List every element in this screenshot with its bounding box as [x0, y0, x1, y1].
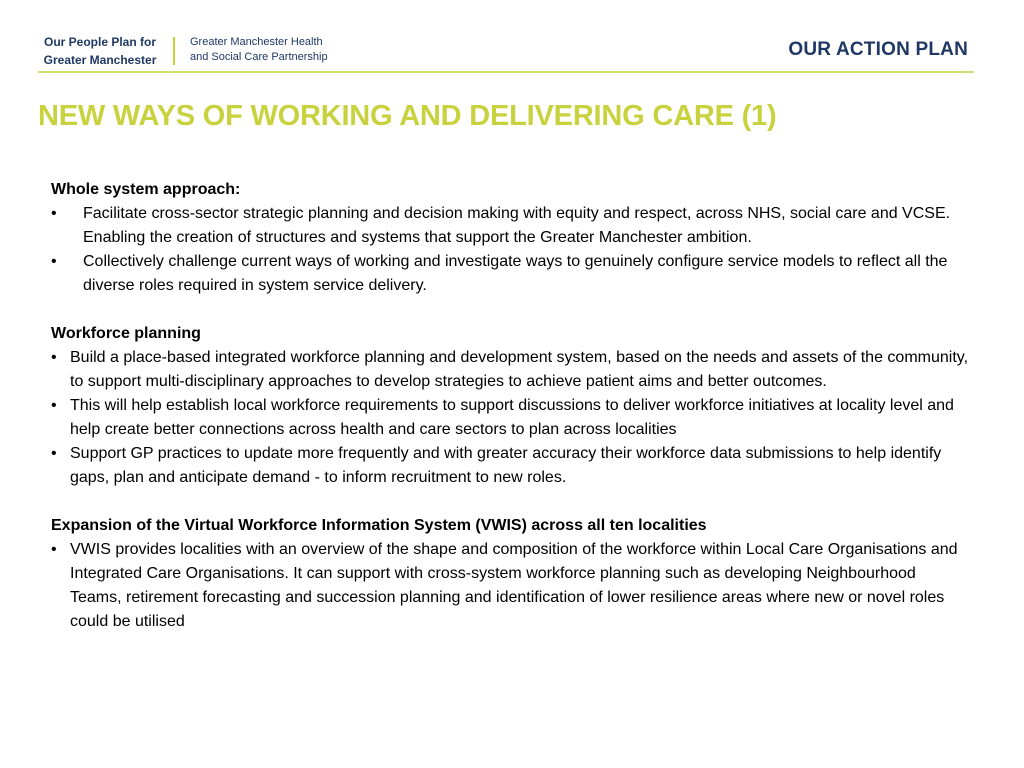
section-heading: Whole system approach: — [51, 181, 241, 198]
list-item-text: This will help establish local workforce requirements to support discussions to deliver workforce initiatives at locality level and help create better connections across health and care sectors to plan across localities — [70, 397, 954, 438]
section-heading: Expansion of the Virtual Workforce Information System (VWIS) across all ten localities — [51, 517, 707, 534]
list-item — [51, 538, 971, 634]
partnership-logo — [190, 35, 328, 65]
partner-line-2: and Social Care Partnership — [190, 51, 328, 63]
list-item — [51, 250, 971, 298]
section-label: OUR ACTION PLAN — [788, 39, 968, 60]
list-item-text: Facilitate cross-sector strategic planning and decision making with equity and respect, across NHS, social care and VCSE. Enabling the creation of structures and systems that support the Greater Manchester ambition. — [83, 205, 951, 246]
list-item — [51, 442, 971, 490]
section-heading: Workforce planning — [51, 325, 201, 342]
slide-body — [51, 178, 971, 658]
bullet-list — [51, 538, 971, 634]
list-item-text: VWIS provides localities with an overview of the shape and composition of the workforce within Local Care Organisations and Integrated Care Organisations. It can support with cross-system workforce planning such as developing Neighbourhood Teams, retirement forecasting and succession planning and identification of lower resilience areas where new or novel roles could be utilised — [70, 541, 958, 630]
bullet-icon: • — [51, 397, 57, 414]
logo-line-1: Our People Plan for — [43, 35, 157, 49]
bullet-list — [51, 202, 971, 298]
list-item-text: Build a place-based integrated workforce planning and development system, based on the needs and assets of the community, to support multi-disciplinary approaches to develop strategies to achieve patient aims and better outcomes. — [70, 349, 969, 390]
header-divider — [38, 71, 974, 73]
section-vwis-expansion — [51, 514, 971, 634]
list-item-text: Support GP practices to update more frequently and with greater accuracy their workforce data submissions to help identify gaps, plan and anticipate demand - to inform recruitment to new roles. — [70, 445, 942, 486]
partner-line-1: Greater Manchester Health — [190, 36, 323, 48]
list-item — [51, 202, 971, 250]
bullet-icon: • — [51, 541, 57, 558]
section-workforce-planning — [51, 322, 971, 490]
bullet-icon: • — [51, 253, 57, 270]
bullet-icon: • — [51, 349, 57, 366]
bullet-icon: • — [51, 445, 57, 462]
bullet-list — [51, 346, 971, 490]
bullet-icon: • — [51, 205, 57, 222]
logo-divider — [173, 37, 175, 65]
page-title: NEW WAYS OF WORKING AND DELIVERING CARE (1) — [38, 100, 777, 132]
list-item — [51, 394, 971, 442]
list-item — [51, 346, 971, 394]
people-plan-logo — [38, 33, 162, 69]
logo-line-2: Greater Manchester — [43, 53, 157, 67]
list-item-text: Collectively challenge current ways of working and investigate ways to genuinely configure service models to reflect all the diverse roles required in system service delivery. — [83, 253, 948, 294]
section-whole-system — [51, 178, 971, 298]
slide-header — [0, 0, 1024, 74]
